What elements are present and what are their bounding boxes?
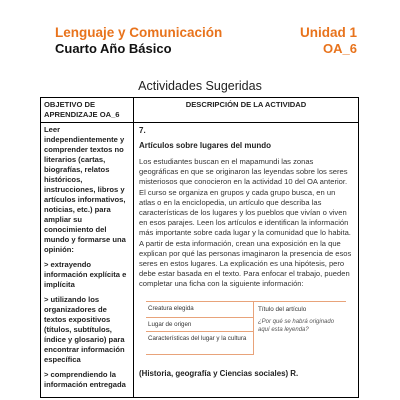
table-row bbox=[41, 123, 359, 398]
objective-main-text: Leer independientemente y comprender textos no literarios (cartas, biografías, relatos históricos, instrucciones, libros y artículos informativos, noticias, etc.) para ampliar su conocimiento del mundo y formarse una opinión: bbox=[44, 125, 126, 254]
description-column-header: DESCRIPCIÓN DE LA ACTIVIDAD bbox=[134, 98, 359, 123]
page-header bbox=[55, 25, 360, 56]
header-right bbox=[300, 25, 357, 56]
activity-title: Artículos sobre lugares del mundo bbox=[139, 141, 272, 150]
activity-number: 7. bbox=[139, 126, 146, 135]
table-header-row bbox=[41, 98, 359, 123]
objective-bullet: > comprendiendo la información entregada bbox=[44, 370, 126, 389]
objective-bullet: > extrayendo información explícita e implícita bbox=[44, 260, 127, 289]
worksheet-question: ¿Por qué se habrá originado aquí esta leyenda? bbox=[258, 318, 335, 333]
grade-subtitle: Cuarto Año Básico bbox=[55, 41, 172, 56]
worksheet-field-characteristics: Características del lugar y la cultura bbox=[146, 332, 253, 355]
worksheet-left-column bbox=[146, 302, 253, 355]
worksheet-field-origin: Lugar de origen bbox=[146, 318, 253, 332]
worksheet-card bbox=[146, 301, 346, 355]
activities-table bbox=[40, 97, 359, 398]
activity-body: Los estudiantes buscan en el mapamundi las zonas geográficas en que se originaron las leyendas sobre los seres misteriosos que conocieron en la actividad 10 del OA anterior. El curso se organiza en grupos y cada grupo busca, en un atlas o en la enciclopedia, un artículo que describa las características de los lugares y los pueblos que vivían o viven en esos parajes. Leen los artículos e identifican la información más importante sobre cada lugar y la comunidad que lo habita. A partir de esta información, crean una exposición en la que explican por qué las personas imaginaron la presencia de esos seres en estos lugares. La explicación es una hipótesis, pero debe estar basada en el texto. Para enfocar el trabajo, pueden completar una ficha con la siguiente información: bbox=[139, 157, 352, 289]
subject-link: (Historia, geografía y Ciencias sociales) R. bbox=[139, 368, 299, 378]
objective-column-header: OBJETIVO DE APRENDIZAJE OA_6 bbox=[41, 98, 134, 123]
worksheet-field-article-title: Título del artículo bbox=[258, 305, 307, 313]
objective-code: OA_6 bbox=[323, 41, 357, 56]
worksheet-field-creature: Creatura elegida bbox=[146, 302, 253, 318]
unit-label: Unidad 1 bbox=[299, 25, 357, 40]
worksheet-right-column bbox=[253, 302, 346, 355]
subject-title: Lenguaje y Comunicación bbox=[55, 25, 223, 40]
section-title: Actividades Sugeridas bbox=[138, 79, 262, 93]
objective-cell bbox=[41, 123, 134, 398]
activity-cell bbox=[134, 123, 359, 398]
objective-bullet: > utilizando los organizadores de textos expositivos (títulos, subtítulos, índice y glosario) para encontrar información específica bbox=[44, 295, 125, 364]
